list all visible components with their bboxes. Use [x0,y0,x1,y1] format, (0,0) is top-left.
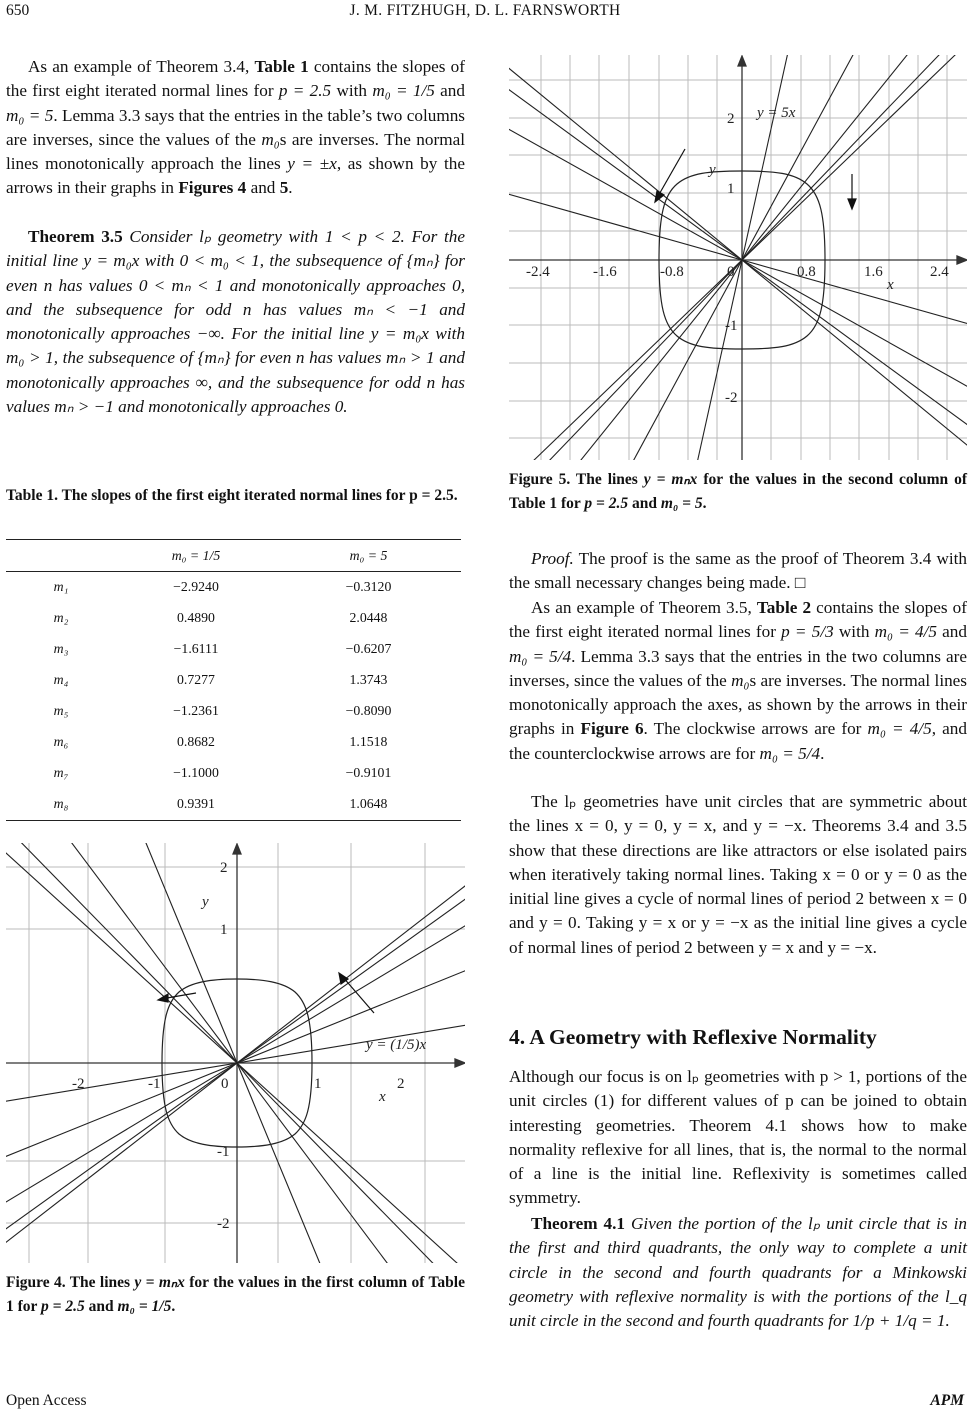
figure-4 [6,843,465,1263]
y-tick-label: 2 [727,111,735,127]
footer-open-access: Open Access [6,1392,87,1409]
column-header: m₀ = 1/5 [171,547,221,563]
example-paragraph: As an example of Theorem 3.5, Table 2 contains the slopes of the first eight iterated normal lines for p = 5/3 with m₀ = 4/5 and m₀ = 5/4. Lemma 3.3 says that the entries in the two columns are inverses, since the values of the m₀s are inverses. The normal lines monotonically approach the axes, as shown by the arrows in their graphs in Figure 6. The clockwise arrows are for m₀ = 4/5, and the counterclockwise arrows are for m₀ = 5/4. [509,598,967,763]
table-row: m₆ 0.8682 1.1518 [53,733,388,749]
table-row: m₇ −1.1000 −0.9101 [53,764,392,780]
x-tick-label: -2.4 [526,264,550,280]
line-annotation: y = 5x [757,105,796,121]
x-tick-label: 2.4 [930,264,949,280]
normal-line [6,843,465,1263]
theorem-label: Theorem 3.5 [28,227,123,246]
normal-line [6,843,465,1263]
y-tick-label: 2 [220,860,228,876]
proof-paragraph: Proof. The proof is the same as the proof of Theorem 3.4 with the small necessary changes being made. □ [509,549,967,593]
x-tick-label: 0 [727,264,735,280]
table-row: m₅ −1.2361 −0.8090 [53,702,392,718]
y-axis-label: y [709,162,716,178]
normal-line [6,843,465,1263]
y-tick-label: 1 [727,181,735,197]
table-1-caption: Table 1. The slopes of the first eight iterated normal lines for p = 2.5. [6,487,458,504]
normal-line [6,843,465,1263]
section-heading: 4. A Geometry with Reflexive Normality [509,1025,877,1049]
page-number: 650 [6,2,30,19]
theorem-body: Consider lₚ geometry with 1 < p < 2. For the initial line y = m₀x with 0 < m₀ < 1, the subsequence of {mₙ} for even n has values 0 < mₙ < 1 and monotonically approaches 0, and the subsequence for odd n has values mₙ < −1 and monotonically approaches −∞. For the initial line y = m₀x with m₀ > 1, the subsequence of {mₙ} for even n has values mₙ > 1 and monotonically approaches ∞, and the subsequence for odd n has values mₙ > −1 and monotonically approaches 0. [6,227,465,417]
normal-line [6,843,465,1263]
section-4-paragraph: Although our focus is on lₚ geometries with p > 1, portions of the unit circles (1) for different values of p can be joined to obtain interesting geometries. Theorem 4.1 shows how to make normality reflexive for all lines, that is, the normal to the normal of a line is the initial line. Reflexivity is sometimes called symmetry. [509,1067,967,1208]
symmetry-paragraph: The lₚ geometries have unit circles that are symmetric about the lines x = 0, y = 0, y = x, and y = −x. Theorems 3.4 and 3.5 show that these directions are like attractors or else isolated pairs when iteratively taking normal lines. Taking x = 0 or y = 0 as the initial line gives a cycle of normal lines of period 2 between x = 0 and y = 0. Taking y = x or y = −x as the initial line gives a cycle of normal lines of period 2 between y = x and y = −x. [509,792,967,957]
table-row: m₃ −1.6111 −0.6207 [53,640,392,656]
table-row: m₂ 0.4890 2.0448 [53,609,388,625]
x-tick-label: 0.8 [797,264,816,280]
figure-4-lines [6,843,465,1263]
table-header-row [6,540,461,571]
y-tick-label: -2 [217,1216,230,1232]
theorem-body: Given the portion of the lₚ unit circle that is in the first and third quadrants, the only way to complete a unit circle in the second and fourth quadrants for a Minkowski geometry with reflexive normality is with the portions of the l_q unit circle in the second and fourth quadrants for 1/p + 1/q = 1. [509,1214,968,1331]
x-tick-label: -1.6 [593,264,617,280]
figure-4-axes [6,844,465,1263]
normal-line [509,55,967,460]
figure-5 [509,55,967,460]
table-row: m₁ −2.9240 −0.3120 [53,578,392,594]
figure-4-grid [6,843,465,1263]
running-header-authors: J. M. FITZHUGH, D. L. FARNSWORTH [349,2,621,19]
x-tick-label: -0.8 [660,264,684,280]
figure-4-caption: Figure 4. The lines y = mₙx for the values in the first column of Table 1 for p = 2.5 and m₀ = 1/5. [6,1274,465,1315]
theorem-4-1 [509,1212,967,1333]
intro-paragraph: As an example of Theorem 3.4, Table 1 contains the slopes of the first eight iterated normal lines for p = 2.5 with m₀ = 1/5 and m₀ = 5. Lemma 3.3 says that the entries in the table’s two columns are inverses, since the values of the m₀s are inverses. The normal lines monotonically approach the lines y = ±x, as shown by the arrows in their graphs in Figures 4 and 5. [6,57,465,198]
table-bottom-rule [6,820,461,821]
column-header: m₀ = 5 [349,547,388,563]
table-1 [6,540,461,819]
line-annotation: y = (1/5)x [366,1037,427,1053]
x-tick-label: 1 [314,1076,322,1092]
normal-line [6,843,465,1263]
x-axis-label: x [887,277,894,293]
table-row: m₈ 0.9391 1.0648 [53,795,388,811]
footer-journal: APM [930,1392,964,1409]
y-tick-label: -1 [725,318,738,334]
theorem-3-5 [6,225,465,419]
figure-5-lines [509,55,967,460]
y-tick-label: -1 [217,1144,230,1160]
y-tick-label: -2 [725,390,738,406]
x-tick-label: 1.6 [864,264,883,280]
x-tick-label: 0 [221,1076,229,1092]
normal-line [6,843,465,1263]
y-axis-label: y [202,894,209,910]
figure-5-caption: Figure 5. The lines y = mₙx for the values in the second column of Table 1 for p = 2.5 and m₀ = 5. [509,471,967,512]
figure-4-arrows [158,973,374,1013]
x-tick-label: -1 [148,1076,161,1092]
x-tick-label: -2 [72,1076,85,1092]
x-axis-label: x [379,1089,386,1105]
normal-line [6,843,465,1263]
table-row: m₄ 0.7277 1.3743 [53,671,388,687]
normal-line [6,843,465,1263]
y-tick-label: 1 [220,922,228,938]
figure-4-tick-labels [72,860,405,1232]
theorem-label: Theorem 4.1 [531,1214,625,1233]
x-tick-label: 2 [397,1076,405,1092]
